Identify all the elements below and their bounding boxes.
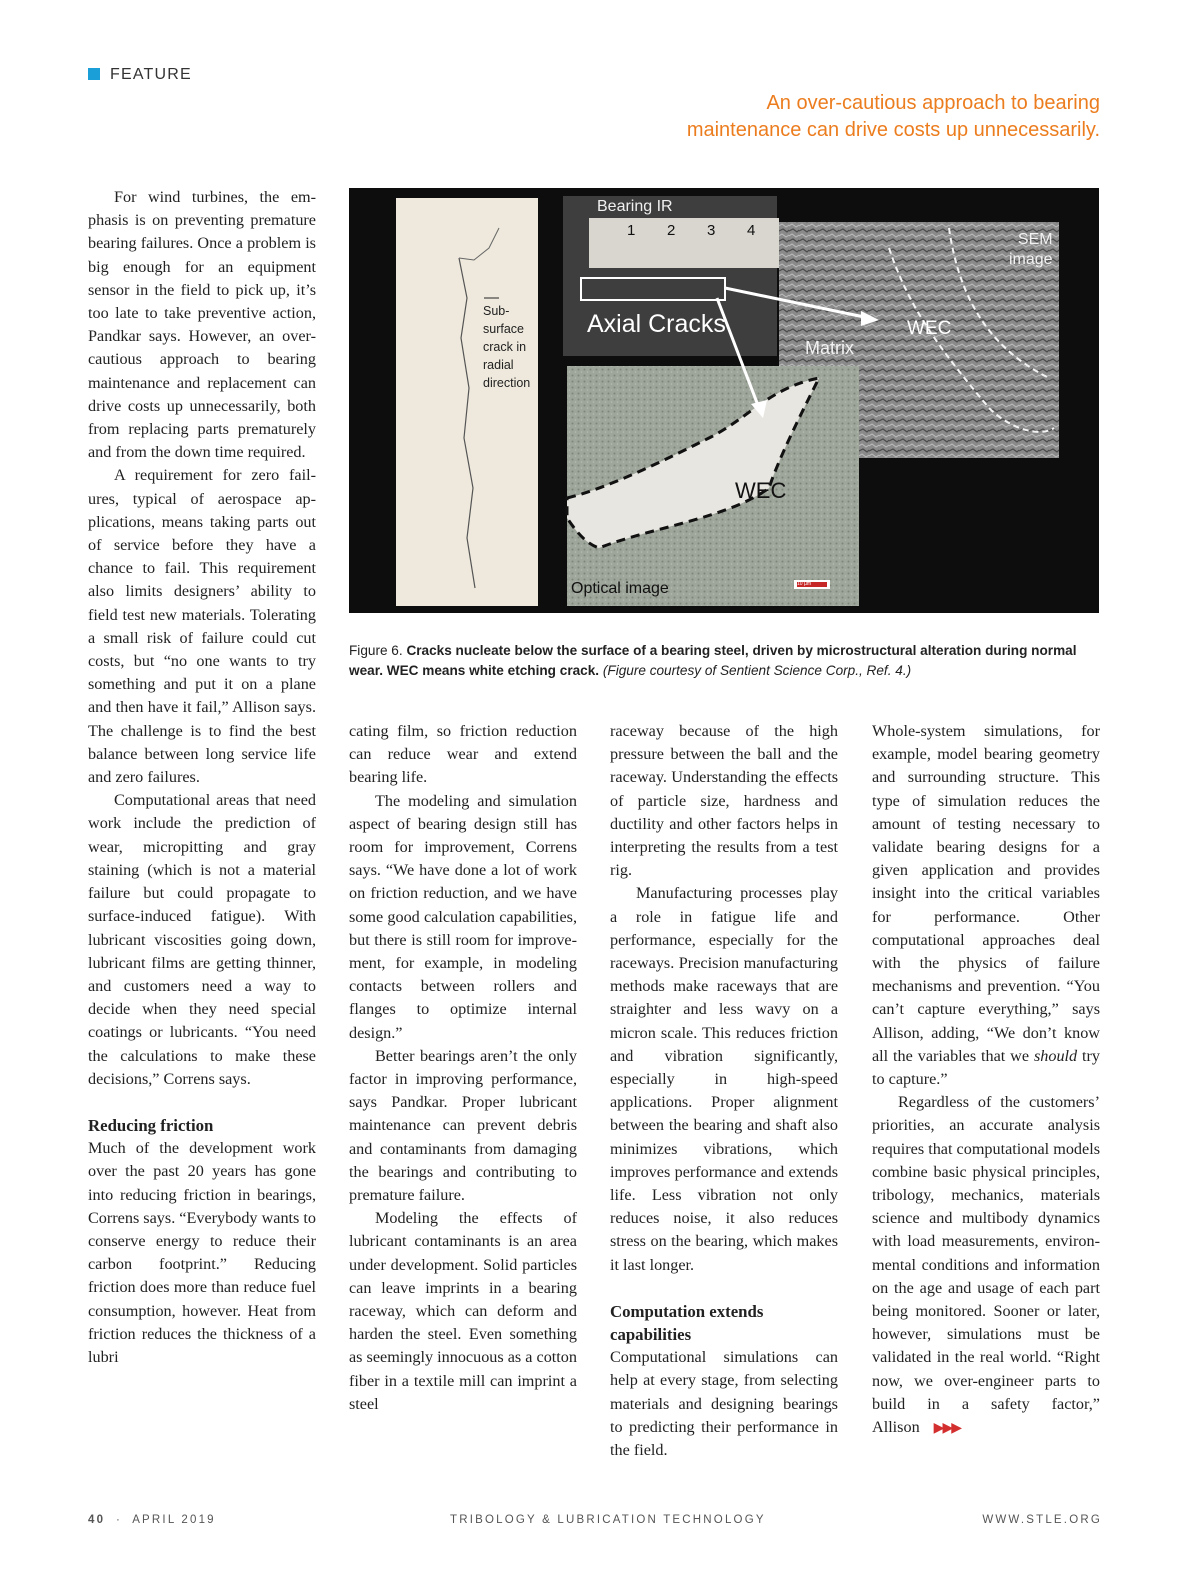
wec-optical-label: WEC <box>735 478 787 503</box>
pull-quote <box>540 90 1100 144</box>
matrix-label: Matrix <box>805 338 854 358</box>
paragraph: cating film, so friction reduction can reduce wear and extend bearing life. <box>349 722 577 787</box>
scale-bar-label: 10 µm <box>797 581 811 587</box>
paragraph-text: try to capture.” <box>872 1046 1101 1089</box>
axial-cracks-label: Axial Cracks <box>587 310 726 338</box>
paragraph: Better bearings aren’t the only factor in improving performance, says Pandkar. Proper lubricant maintenance can prevent debris and contaminants from damaging the bearings and contributing to premature failure. <box>349 1046 577 1205</box>
wec-sem-label: WEC <box>907 318 952 339</box>
paragraph: Computational simulations can help at every stage, from selecting materials and designing bearings to predicting their performance in the field. <box>610 1348 838 1460</box>
bearing-ir-label: Bearing IR <box>597 198 673 215</box>
paragraph <box>872 720 1100 1091</box>
ruler-tick-2: 2 <box>667 222 676 239</box>
ruler-tick-3: 3 <box>707 222 716 239</box>
paragraph: For wind turbines, the emphasis is on preventing premature bearing failures. Once a problem is big enough for an equipment sensor in the field to pick up, it’s too late to take preventive action, Pandkar says. However, an over-cautious approach to bearing maintenance and replacement can drive costs up unnecessarily, both from replacing parts prematurely and from the down time required. <box>88 188 316 462</box>
ruler-tick-4: 4 <box>747 222 756 239</box>
continue-arrows-icon: ▶▶▶ <box>933 1420 960 1437</box>
subsurface-line-2: surface <box>483 322 524 336</box>
article-column-2 <box>349 720 577 1416</box>
paragraph: Modeling the effects of lubricant contaminants is an area under development. Solid particles can leave imprints in a bearing raceway, which can deform and harden the steel. Even something as seemingly innocuous as a cotton fiber in a textile mill can imprint a steel <box>349 1209 577 1413</box>
sem-label-line-1: SEM <box>1017 231 1053 248</box>
figure-composite <box>349 188 1099 613</box>
website: WWW.STLE.ORG <box>982 1514 1102 1526</box>
paragraph-text: Regardless of the customers’ priorities, an accurate analysis requires that computational models combine basic physical principles, tribology, mechanics, materials science and multibody dynamics with load measurements, environmental conditions and information on the age and usage of each part being monitored. Sooner or later, however, simulations must be validated in the real world. “Right now, we over-engineer parts to build in a safety factor,” Allison <box>872 1093 1100 1437</box>
emphasis-text: should <box>1033 1046 1078 1065</box>
figure-6-image <box>349 188 1099 613</box>
paragraph: A requirement for zero failures, typical of aerospace applications, means taking parts out of service before they have a chance to fail. This requirement also limits designers’ ability to field test new materials. Tolerating a small risk of failure could cut costs, but “no one wants to try something and put it on a plane and then have it fail,” Allison says. The challenge is to find the best balance between long service life and zero failures. <box>88 466 316 787</box>
subsurface-line-3: crack in <box>483 340 527 354</box>
subsurface-line-5: direction <box>483 376 531 390</box>
optical-image-label: Optical image <box>571 580 669 597</box>
page-number: 40 <box>88 1514 106 1526</box>
pull-quote-line-2: maintenance can drive costs up unnecessarily. <box>686 119 1100 141</box>
publication-name: TRIBOLOGY & LUBRICATION TECHNOLOGY <box>450 1514 766 1526</box>
section-label: FEATURE <box>110 66 192 83</box>
ruler-tick-1: 1 <box>627 222 636 239</box>
subhead-computation-extends-capabilities: Computation extends capabilities <box>610 1301 764 1345</box>
pull-quote-line-1: An over-cautious approach to bearing <box>766 92 1100 114</box>
paragraph: Much of the development work over the past 20 years has gone into reducing friction in bearings, Correns says. “Everybody wants to conserve energy to reduce their carbon footprint.” Reducing friction does more than reduce fuel consumption, however. Heat from friction reduces the thickness of a lubri <box>88 1139 316 1366</box>
paragraph: raceway because of the high pressure between the ball and the raceway. Understanding the effects of particle size, hardness and ductility and other factors helps in interpreting the results from a test rig. <box>610 722 838 880</box>
subsurface-crack-label <box>483 302 530 392</box>
sem-image-label <box>1009 230 1053 270</box>
subsurface-line-1: Sub- <box>483 304 510 318</box>
caption-bold: Cracks nucleate below the surface of a bearing steel, driven by microstructural alteration during normal wear. WEC means white etching crack. <box>349 643 1077 678</box>
paragraph: Computational areas that need work include the prediction of wear, micropitting and gray staining (which is not a material failure but could propagate to surface-induced fatigue). With lubricant viscosities going down, lubricant films are getting thinner, and customers need a way to decide when they need special coatings or lubricants. “You need the calculations to make these decisions,” Correns says. <box>88 791 316 1088</box>
article-column-1 <box>88 186 316 1369</box>
caption-credit: (Figure courtesy of Sentient Science Corp., Ref. 4.) <box>602 663 912 678</box>
figure-caption <box>349 641 1101 681</box>
paragraph: Manufacturing processes play a role in fatigue life and performance, especially for the raceways. Precision manufacturing methods make raceways that are straighter and less wavy on a micron scale. This reduces friction and vibration significantly, especially in high-speed applications. Proper alignment between the bearing and shaft also minimizes vibrations, which improves performance and extends life. Less vibration not only reduces noise, it also reduces stress on the bearing, which makes it last longer. <box>610 884 838 1274</box>
subhead-reducing-friction: Reducing friction <box>88 1115 214 1135</box>
subsurface-line-4: radial <box>483 358 514 372</box>
caption-prefix: Figure 6. <box>349 643 403 658</box>
section-square-icon <box>88 68 100 80</box>
footer-left <box>88 1514 216 1526</box>
paragraph <box>872 1091 1100 1440</box>
section-tag <box>88 66 192 84</box>
paragraph-text: Whole-system simulations, for example, model bearing geometry and surrounding structure. This type of simulation reduces the amount of testing necessary to validate bearing designs for a given application and provides insight into the critical variables for performance. Other computational approaches deal with the physics of failure mechanisms and prevention. “You can’t capture everything,” says Allison, adding, “We don’t know all the variables that we <box>872 722 1100 1065</box>
footer-separator: · <box>116 1514 123 1526</box>
sem-label-line-2: image <box>1009 251 1053 268</box>
article-column-4 <box>872 720 1100 1440</box>
issue-date: APRIL 2019 <box>132 1514 216 1526</box>
paragraph: The modeling and simulation aspect of bearing design still has room for improvement, Correns says. “We have done a lot of work on friction reduction, and we have some good calculation capabilities, but there is still room for improvement, for example, in modeling contacts between rollers and flanges to optimize internal design.” <box>349 791 577 1042</box>
article-column-3 <box>610 720 838 1462</box>
